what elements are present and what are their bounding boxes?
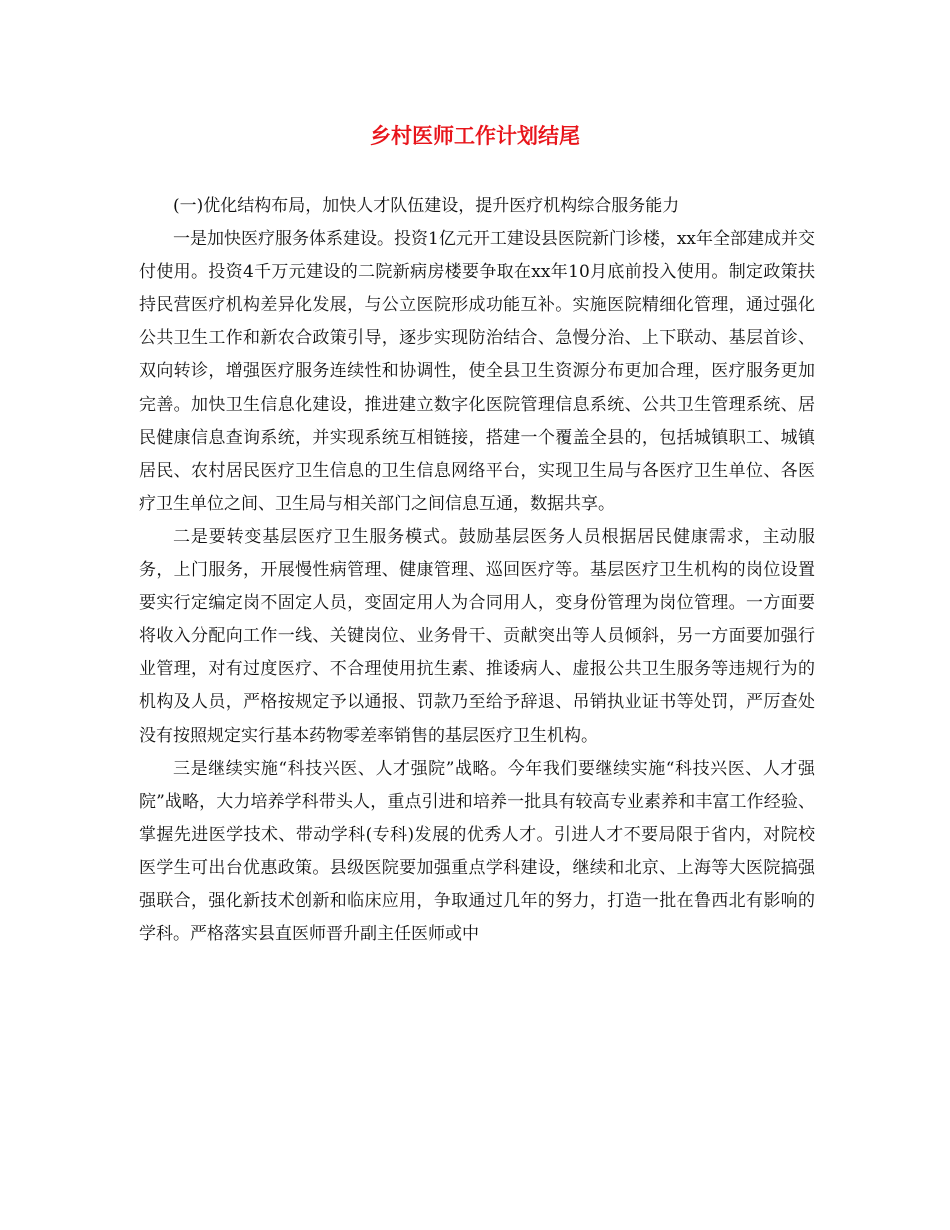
section-heading: (一)优化结构布局，加快人才队伍建设，提升医疗机构综合服务能力	[173, 196, 680, 216]
paragraph-1: 一是加快医疗服务体系建设。投资1亿元开工建设县医院新门诊楼，xx年全部建成并交付使用。投资4千万元建设的二院新病房楼要争取在xx年10月底前投入使用。制定政策扶持民营医疗机构差异化发展，与公立医院形成功能互补。实施医院精细化管理，通过强化公共卫生工作和新农合政策引导，逐步实现防治结合、急慢分治、上下联动、基层首诊、双向转诊，增强医疗服务连续性和协调性，使全县卫生资源分布更加合理，医疗服务更加完善。加快卫生信息化建设，推进建立数字化医院管理信息系统、公共卫生管理系统、居民健康信息查询系统，并实现系统互相链接，搭建一个覆盖全县的，包括城镇职工、城镇居民、农村居民医疗卫生信息的卫生信息网络平台，实现卫生局与各医疗卫生单位、各医疗卫生单位之间、卫生局与相关部门之间信息互通，数据共享。	[139, 229, 815, 514]
paragraph-3: 三是继续实施“科技兴医、人才强院”战略。今年我们要继续实施“科技兴医、人才强院”战略，大力培养学科带头人，重点引进和培养一批具有较高专业素养和丰富工作经验、掌握先进医学技术、带动学科(专科)发展的优秀人才。引进人才不要局限于省内，对院校医学生可出台优惠政策。县级医院要加强重点学科建设，继续和北京、上海等大医院搞强强联合，强化新技术创新和临床应用，争取通过几年的努力，打造一批在鲁西北有影响的学科。严格落实县直医师晋升副主任医师或中	[139, 758, 815, 945]
document-body	[139, 190, 815, 951]
page-title: 乡村医师工作计划结尾	[370, 124, 580, 148]
paragraph-2: 二是要转变基层医疗卫生服务模式。鼓励基层医务人员根据居民健康需求，主动服务，上门服务，开展慢性病管理、健康管理、巡回医疗等。基层医疗卫生机构的岗位设置要实行定编定岗不固定人员，变固定用人为合同用人，变身份管理为岗位管理。一方面要将收入分配向工作一线、关键岗位、业务骨干、贡献突出等人员倾斜，另一方面要加强行业管理，对有过度医疗、不合理使用抗生素、推诿病人、虚报公共卫生服务等违规行为的机构及人员，严格按规定予以通报、罚款乃至给予辞退、吊销执业证书等处罚，严厉查处没有按照规定实行基本药物零差率销售的基层医疗卫生机构。	[139, 526, 815, 746]
